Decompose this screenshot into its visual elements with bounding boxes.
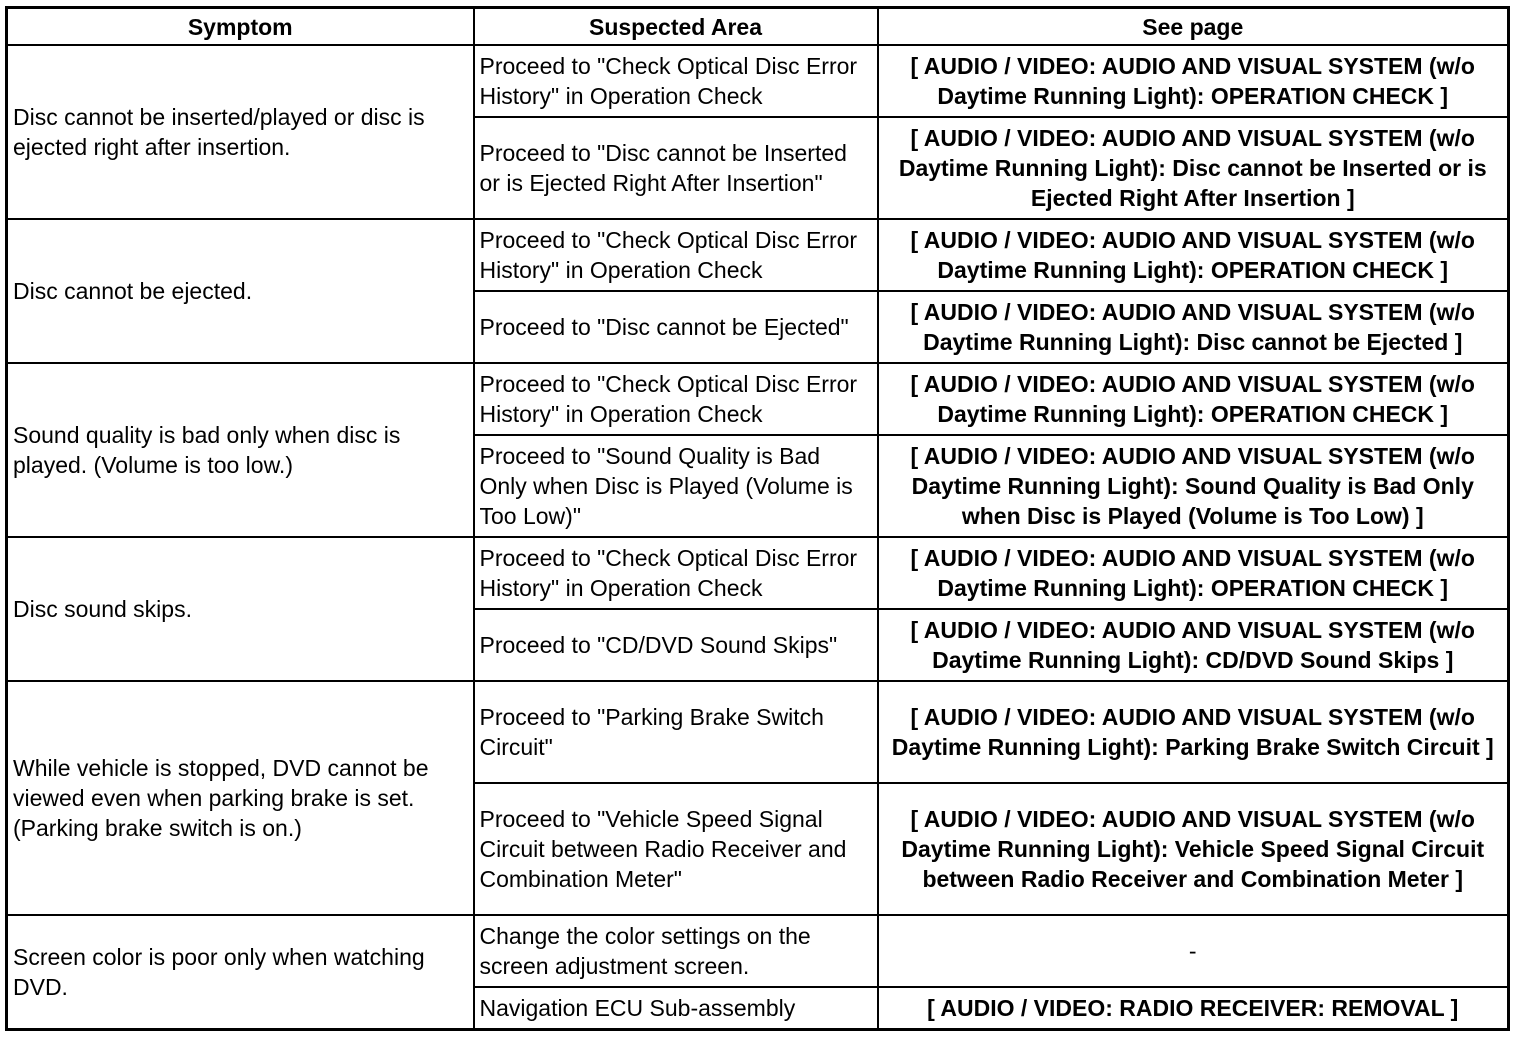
symptom-cell: While vehicle is stopped, DVD cannot be viewed even when parking brake is set. (Parking brake switch is on.) <box>7 681 474 915</box>
table-row <box>7 363 1509 435</box>
suspected-area-cell: Navigation ECU Sub-assembly <box>474 987 878 1029</box>
symptom-table <box>5 6 1510 1031</box>
header-suspected-area: Suspected Area <box>474 8 878 46</box>
see-page-link[interactable]: [ AUDIO / VIDEO: RADIO RECEIVER: REMOVAL ] <box>878 987 1509 1029</box>
table-row <box>7 45 1509 117</box>
table-row <box>7 537 1509 609</box>
table-row <box>7 915 1509 987</box>
see-page-link[interactable]: [ AUDIO / VIDEO: AUDIO AND VISUAL SYSTEM (w/o Daytime Running Light): Vehicle Speed Signal Circuit between Radio Receiver and Combination Meter ] <box>878 783 1509 915</box>
suspected-area-cell: Proceed to "Sound Quality is Bad Only when Disc is Played (Volume is Too Low)" <box>474 435 878 537</box>
header-see-page: See page <box>878 8 1509 46</box>
see-page-link[interactable]: [ AUDIO / VIDEO: AUDIO AND VISUAL SYSTEM (w/o Daytime Running Light): Parking Brake Switch Circuit ] <box>878 681 1509 783</box>
suspected-area-cell: Proceed to "CD/DVD Sound Skips" <box>474 609 878 681</box>
header-symptom: Symptom <box>7 8 474 46</box>
symptom-cell: Sound quality is bad only when disc is played. (Volume is too low.) <box>7 363 474 537</box>
suspected-area-cell: Proceed to "Check Optical Disc Error History" in Operation Check <box>474 45 878 117</box>
see-page-link[interactable]: [ AUDIO / VIDEO: AUDIO AND VISUAL SYSTEM (w/o Daytime Running Light): OPERATION CHECK ] <box>878 537 1509 609</box>
see-page-link[interactable]: [ AUDIO / VIDEO: AUDIO AND VISUAL SYSTEM (w/o Daytime Running Light): OPERATION CHECK ] <box>878 219 1509 291</box>
see-page-link[interactable]: [ AUDIO / VIDEO: AUDIO AND VISUAL SYSTEM (w/o Daytime Running Light): Disc cannot be Inserted or is Ejected Right After Insertion ] <box>878 117 1509 219</box>
suspected-area-cell: Proceed to "Vehicle Speed Signal Circuit between Radio Receiver and Combination Meter" <box>474 783 878 915</box>
symptom-cell: Screen color is poor only when watching DVD. <box>7 915 474 1029</box>
suspected-area-cell: Change the color settings on the screen adjustment screen. <box>474 915 878 987</box>
suspected-area-cell: Proceed to "Parking Brake Switch Circuit" <box>474 681 878 783</box>
symptom-cell: Disc sound skips. <box>7 537 474 681</box>
header-row <box>7 8 1509 46</box>
suspected-area-cell: Proceed to "Disc cannot be Inserted or is Ejected Right After Insertion" <box>474 117 878 219</box>
see-page-cell: - <box>878 915 1509 987</box>
see-page-link[interactable]: [ AUDIO / VIDEO: AUDIO AND VISUAL SYSTEM (w/o Daytime Running Light): OPERATION CHECK ] <box>878 45 1509 117</box>
table-row <box>7 681 1509 783</box>
see-page-link[interactable]: [ AUDIO / VIDEO: AUDIO AND VISUAL SYSTEM (w/o Daytime Running Light): Disc cannot be Ejected ] <box>878 291 1509 363</box>
table-row <box>7 219 1509 291</box>
suspected-area-cell: Proceed to "Disc cannot be Ejected" <box>474 291 878 363</box>
suspected-area-cell: Proceed to "Check Optical Disc Error History" in Operation Check <box>474 219 878 291</box>
see-page-link[interactable]: [ AUDIO / VIDEO: AUDIO AND VISUAL SYSTEM (w/o Daytime Running Light): Sound Quality is Bad Only when Disc is Played (Volume is Too Low) ] <box>878 435 1509 537</box>
see-page-link[interactable]: [ AUDIO / VIDEO: AUDIO AND VISUAL SYSTEM (w/o Daytime Running Light): CD/DVD Sound Skips ] <box>878 609 1509 681</box>
suspected-area-cell: Proceed to "Check Optical Disc Error History" in Operation Check <box>474 363 878 435</box>
see-page-link[interactable]: [ AUDIO / VIDEO: AUDIO AND VISUAL SYSTEM (w/o Daytime Running Light): OPERATION CHECK ] <box>878 363 1509 435</box>
symptom-cell: Disc cannot be inserted/played or disc is ejected right after insertion. <box>7 45 474 219</box>
suspected-area-cell: Proceed to "Check Optical Disc Error History" in Operation Check <box>474 537 878 609</box>
symptom-cell: Disc cannot be ejected. <box>7 219 474 363</box>
